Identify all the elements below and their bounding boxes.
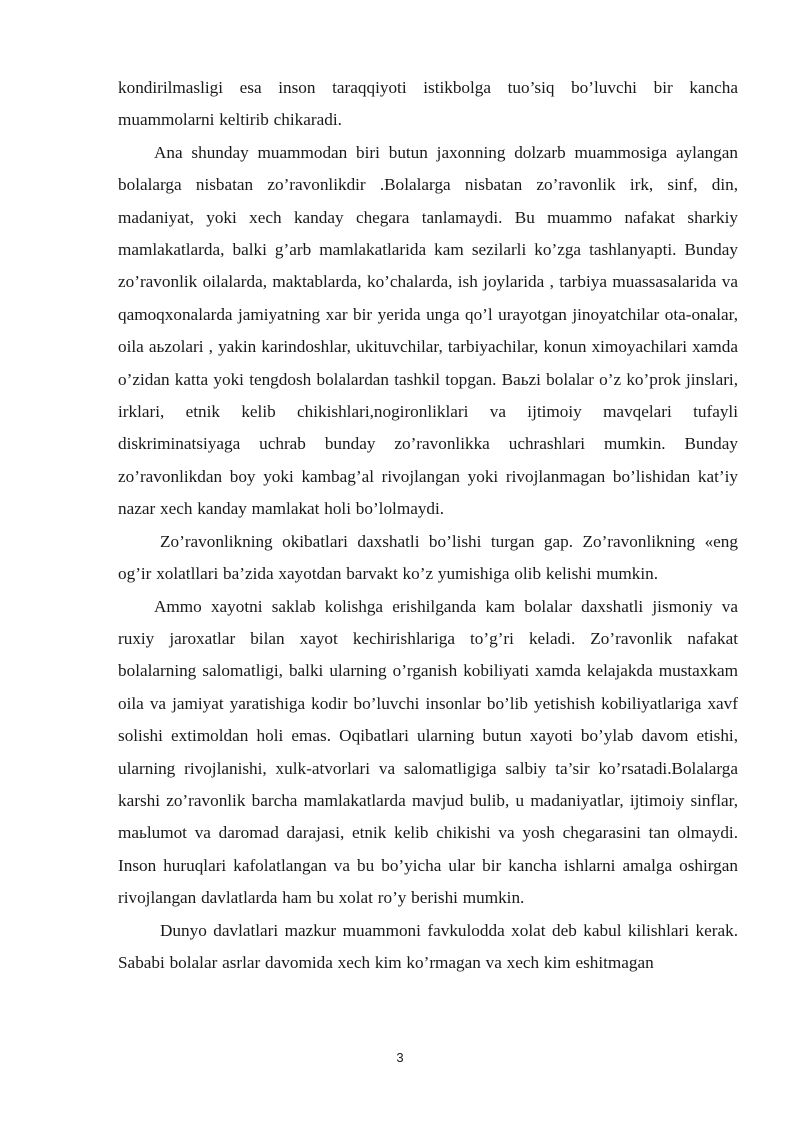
paragraph-continuation: kondirilmasligi esa inson taraqqiyoti istikbolga tuo’siq bo’luvchi bir kancha muammolarni keltirib chikaradi. bbox=[118, 78, 738, 130]
document-body bbox=[118, 72, 738, 979]
page-number: 3 bbox=[396, 1050, 404, 1065]
paragraph-world-states: Dunyo davlatlari mazkur muammoni favkulodda xolat deb kabul kilishlari kerak. Sababi bolalar asrlar davomida xech kim ko’rmagan va xech kim eshitmagan bbox=[118, 920, 738, 972]
paragraph-survival-trauma: Ammo xayotni saklab kolishga erishilganda kam bolalar daxshatli jismoniy va ruxiy jaroxatlar bilan xayot kechirishlariga to’g’ri keladi. Zo’ravonlik nafakat bolalarning salomatligi, balki ularning o’rganish kobiliyati xamda kelajakda mustaxkam oila va jamiyat yaratishiga kodir bo’luvchi insonlar bo’lib yetishish kobiliyatlariga xavf solishi extimoldan holi emas. Oqibatlari ularning butun xayoti bo’ylab davom etishi, ularning rivojlanishi, xulk-atvorlari va salomatligiga salbiy ta’sir ko’rsatadi.Bolalarga karshi zo’ravonlik barcha mamlakatlarda mavjud bulib, u madaniyatlar, ijtimoiy sinflar, maьlumot va daromad darajasi, etnik kelib chikishi va yosh chegarasini tan olmaydi. Inson huruqlari kafolatlangan va bu bo’yicha ular bir kancha ishlarni amalga oshirgan rivojlangan davlatlarda ham bu xolat ro’y berishi mumkin. bbox=[118, 596, 738, 908]
paragraph-violence-intro: Ana shunday muammodan biri butun jaxonning dolzarb muammosiga aylangan bolalarga nisbatan zo’ravonlikdir .Bolalarga nisbatan zo’ravonlik irk, sinf, din, madaniyat, yoki xech kanday chegara tanlamaydi. Bu muammo nafakat sharkiy mamlakatlarda, balki g’arb mamlakatlarida kam sezilarli ko’zga tashlanyapti. Bunday zo’ravonlik oilalarda, maktablarda, ko’chalarda, ish joylarida , tarbiya muassasalarida va qamoqxonalarda jamiyatning xar bir yerida unga qo’l urayotgan jinoyatchilar ota-onalar, oila aьzolari , yakin karindoshlar, ukituvchilar, tarbiyachilar, konun ximoyachilari xamda o’zidan katta yoki tengdosh bolalardan tashkil topgan. Baьzi bolalar o’z ko’prok jinslari, irklari, etnik kelib chikishlari,nogironliklari va ijtimoiy mavqelari tufayli diskriminatsiyaga uchrab bunday zo’ravonlikka uchrashlari mumkin. Bunday zo’ravonlikdan boy yoki kambag’al rivojlangan yoki rivojlanmagan bo’lishidan kat’iy nazar xech kanday mamlakat holi bo’lolmaydi. bbox=[118, 142, 738, 519]
paragraph-consequences: Zo’ravonlikning okibatlari daxshatli bo’lishi turgan gap. Zo’ravonlikning «eng og’ir xolatllari ba’zida xayotdan barvakt ko’z yumishiga olib kelishi mumkin. bbox=[118, 531, 738, 584]
